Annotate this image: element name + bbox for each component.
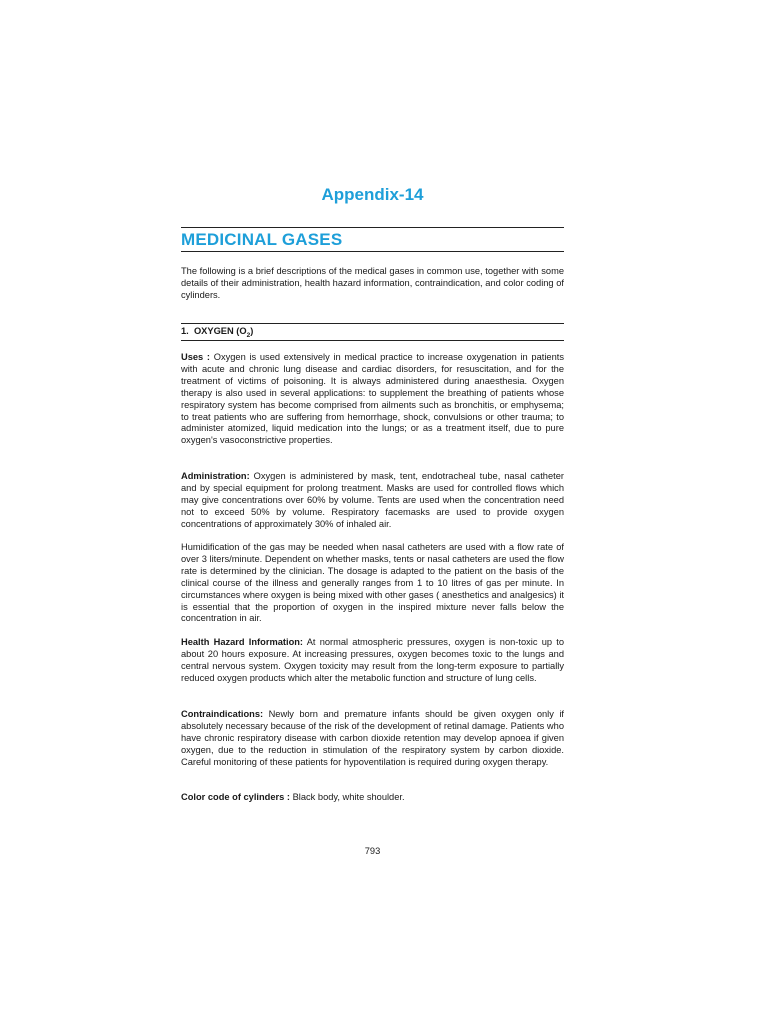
section-title: MEDICINAL GASES <box>181 230 343 249</box>
administration-label: Administration: <box>181 471 250 481</box>
section-top-rule <box>181 227 564 228</box>
administration-text: Oxygen is administered by mask, tent, endotracheal tube, nasal catheter and by special equipment for prolong treatment. Masks are used for controlled flows which may give concentrations over 60% by volume. Tents are used when the concentration need not to exceed 50% by volume. Respiratory facemasks are used to provide oxygen concentrations of approximately 30% of inhaled air. <box>181 471 564 529</box>
humidification-paragraph: Humidification of the gas may be needed when nasal catheters are used with a flow rate of over 3 liters/minute. Dependent on whether masks, tents or nasal catheters are used the flow rate is determined by the clinician. The dosage is adapted to the patient on the basis of the clinical course of the illness and generally ranges from 1 to 10 litres of gas per minute. In circumstances where oxygen is being mixed with other gases ( anesthetics and analgesics) it is essential that the proportion of oxygen in the inspired mixture never falls below the concentration in air. <box>181 542 564 624</box>
health-hazard-label: Health Hazard Information: <box>181 637 304 647</box>
health-hazard-text: At normal atmospheric pressures, oxygen is non-toxic up to about 20 hours exposure. At increasing pressures, oxygen becomes toxic to the lungs and central nervous system. Oxygen toxicity may result from the long-term exposure to partially reduced oxygen products which alter the metabolic function and structure of lung cells. <box>181 637 564 683</box>
subsection-title-suffix: ) <box>250 326 254 336</box>
subsection-number: 1. <box>181 326 189 336</box>
color-code-paragraph <box>181 792 564 804</box>
administration-paragraph <box>181 471 564 531</box>
color-code-text: Black body, white shoulder. <box>292 792 405 802</box>
contraindications-paragraph <box>181 709 564 769</box>
uses-label: Uses : <box>181 352 211 362</box>
color-code-label: Color code of cylinders : <box>181 792 290 802</box>
section-bottom-rule <box>181 251 564 252</box>
intro-paragraph: The following is a brief descriptions of the medical gases in common use, together with some details of their administration, health hazard information, contraindication, and color coding of cylinders. <box>181 266 564 300</box>
subsection-rule <box>181 323 564 324</box>
page-number: 793 <box>364 846 381 856</box>
health-hazard-paragraph <box>181 637 564 685</box>
subsection-heading <box>181 326 253 339</box>
subsection-subscript: 2 <box>246 331 251 339</box>
contraindications-label: Contraindications: <box>181 709 264 719</box>
contraindications-text: Newly born and premature infants should be given oxygen only if absolutely necessary because of the risk of the development of retinal damage. Patients who have chronic respiratory disease with carbon dioxide retention may develop apnoea if given oxygen, due to the reduction in stimulation of the respiratory system by carbon dioxide. Careful monitoring of these patients for hypoventilation is required during oxygen therapy. <box>181 709 564 767</box>
subsection-bottom-rule <box>181 340 564 341</box>
uses-paragraph <box>181 352 564 447</box>
subsection-title: OXYGEN (O <box>193 326 247 336</box>
uses-text: Oxygen is used extensively in medical practice to increase oxygenation in patients with acute and chronic lung disease and cardiac disorders, for resuscitation, and for the treatment of victims of poisoning. It is always administered during anaesthesia. Oxygen therapy is also used in several applications: to supplement the breathing of patients whose respiratory system has become comprised from ailments such as bronchitis, or emphysema; to treat patients who are suffering from hemorrhage, shock, convulsions or other trauma; to administer atomized, liquid medication into the lungs; or as a treatment itself, due to pure oxygen's vasoconstrictive properties. <box>181 352 564 446</box>
appendix-title: Appendix-14 <box>321 185 424 204</box>
